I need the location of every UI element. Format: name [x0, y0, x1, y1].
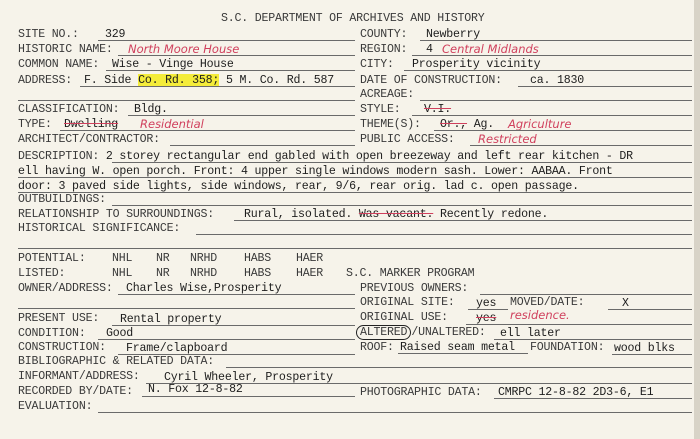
theme-handwritten: Agriculture — [508, 117, 572, 131]
recorded-value: N. Fox 12-8-82 — [148, 383, 243, 396]
photographic-value: CMRPC 12-8-82 2D3-6, E1 — [498, 386, 654, 399]
listed-habs: HABS — [244, 267, 272, 280]
photographic-rule — [494, 398, 692, 399]
card-edge — [694, 0, 700, 439]
address-rule — [80, 86, 355, 87]
altered-rule — [494, 339, 692, 340]
common-name-value: Wise - Vinge House — [112, 58, 234, 71]
county-label: COUNTY: — [360, 28, 408, 41]
date-construction-value: ca. 1830 — [530, 74, 585, 87]
relationship-value1: Rural, isolated. — [244, 208, 353, 221]
region-value: 4 — [426, 43, 433, 56]
architect-rule — [170, 145, 355, 146]
listed-nrhd: NRHD — [190, 267, 218, 280]
relationship-label: RELATIONSHIP TO SURROUNDINGS: — [18, 208, 214, 221]
public-access-rule — [470, 145, 692, 146]
section-divider — [18, 248, 692, 249]
moved-date-rule — [608, 309, 692, 310]
city-value: Prosperity vicinity — [412, 58, 541, 71]
previous-owners-rule — [480, 294, 692, 295]
address-highlight: Co. Rd. 358; — [138, 74, 220, 87]
original-use-value: yes — [476, 312, 497, 325]
description-line3: door: 3 paved side lights, side windows, rear, 9/6, rear orig. lad c. open passage. — [18, 180, 579, 193]
theme-label: THEME(S): — [360, 118, 421, 131]
type-rule — [60, 130, 355, 131]
historic-name-value: North Moore House — [128, 42, 240, 56]
description-text1: 2 storey rectangular end gabled with open breezeway and left rear kitchen - DR — [105, 150, 633, 163]
region-handwritten: Central Midlands — [442, 42, 539, 56]
potential-nrhd: NRHD — [190, 252, 218, 265]
original-site-rule — [468, 309, 508, 310]
theme-ag: Ag. — [473, 118, 495, 131]
acreage-label: ACREAGE: — [360, 88, 415, 101]
style-value: V.I. — [424, 103, 452, 116]
original-site-label: ORIGINAL SITE: — [360, 296, 455, 309]
classification-rule — [128, 115, 355, 116]
city-label: CITY: — [360, 58, 394, 71]
address-part1: F. Side — [84, 74, 132, 87]
address-part2: 5 M. Co. Rd. 587 — [225, 74, 335, 87]
public-access-handwritten: Restricted — [478, 132, 537, 146]
foundation-label: FOUNDATION: — [530, 341, 605, 354]
present-use-rule — [112, 325, 355, 326]
type-value: Dwelling — [64, 118, 119, 131]
marker-program: S.C. MARKER PROGRAM — [346, 267, 475, 280]
type-handwritten: Residential — [140, 117, 204, 131]
potential-nr: NR — [156, 252, 170, 265]
relationship-value2: Recently redone. — [440, 208, 549, 221]
description-rule2 — [18, 177, 692, 178]
altered-circled: ALTERED — [356, 325, 411, 340]
present-use-label: PRESENT USE: — [18, 312, 100, 325]
condition-rule — [98, 339, 355, 340]
potential-label: POTENTIAL: — [18, 252, 86, 265]
historic-name-rule — [118, 55, 355, 56]
recorded-label: RECORDED BY/DATE: — [18, 385, 133, 398]
common-name-rule — [106, 70, 355, 71]
site-no-value: 329 — [105, 28, 126, 41]
site-no-rule — [98, 40, 355, 41]
listed-haer: HAER — [296, 267, 324, 280]
listed-nhl: NHL — [112, 267, 133, 280]
description-label: DESCRIPTION: — [18, 150, 100, 163]
roof-label: ROOF: — [360, 341, 394, 354]
historical-significance-label: HISTORICAL SIGNIFICANCE: — [18, 222, 181, 235]
original-use-handwritten: residence. — [510, 308, 570, 322]
theme-struck: Or., — [440, 118, 468, 131]
description-rule1 — [112, 162, 692, 163]
address-label: ADDRESS: — [18, 74, 73, 87]
site-no-label: SITE NO.: — [18, 28, 79, 41]
original-use-label: ORIGINAL USE: — [360, 311, 448, 324]
outbuildings-label: OUTBUILDINGS: — [18, 193, 106, 206]
original-use-rule — [466, 324, 692, 325]
photographic-label: PHOTOGRAPHIC DATA: — [360, 386, 482, 399]
region-rule — [412, 55, 692, 56]
unaltered-text: /UNALTERED: — [411, 326, 486, 339]
architect-label: ARCHITECT/CONTRACTOR: — [18, 133, 160, 146]
foundation-value: wood blks — [614, 342, 675, 355]
style-rule — [412, 115, 692, 116]
description-line2: ell having W. open porch. Front: 4 upper single windows modern sash. Lower: AABAA. Front — [18, 165, 613, 178]
altered-value: ell later — [500, 327, 561, 340]
moved-date-label: MOVED/DATE: — [510, 296, 585, 309]
potential-habs: HABS — [244, 252, 272, 265]
evaluation-rule — [98, 412, 692, 413]
style-label: STYLE: — [360, 103, 401, 116]
description-rule3 — [18, 192, 692, 193]
date-construction-rule — [518, 86, 692, 87]
theme-rule — [434, 130, 692, 131]
listed-label: LISTED: — [18, 267, 66, 280]
bibliographic-label: BIBLIOGRAPHIC & RELATED DATA: — [18, 355, 214, 368]
type-label: TYPE: — [18, 118, 52, 131]
owner-rule2 — [18, 308, 355, 309]
owner-label: OWNER/ADDRESS: — [18, 282, 113, 295]
original-site-value: yes — [476, 297, 497, 310]
city-rule — [404, 70, 692, 71]
owner-rule — [118, 294, 355, 295]
relationship-rule — [234, 220, 692, 221]
informant-label: INFORMANT/ADDRESS: — [18, 370, 140, 383]
bibliographic-rule — [226, 367, 692, 368]
outbuildings-rule — [112, 205, 692, 206]
potential-nhl: NHL — [112, 252, 133, 265]
recorded-rule — [142, 396, 355, 397]
present-use-value: Rental property — [120, 313, 222, 326]
construction-value: Frame/clapboard — [126, 342, 228, 355]
evaluation-label: EVALUATION: — [18, 400, 93, 413]
county-value: Newberry — [426, 28, 481, 41]
separator-upper — [18, 100, 355, 101]
listed-nr: NR — [156, 267, 170, 280]
altered-label — [356, 326, 486, 339]
region-label: REGION: — [360, 43, 408, 56]
roof-value: Raised seam metal — [400, 341, 515, 354]
owner-value: Charles Wise,Prosperity — [126, 282, 282, 295]
construction-label: CONSTRUCTION: — [18, 341, 106, 354]
historical-significance-rule — [196, 234, 692, 235]
condition-label: CONDITION: — [18, 327, 86, 340]
public-access-label: PUBLIC ACCESS: — [360, 133, 455, 146]
date-construction-label: DATE OF CONSTRUCTION: — [360, 74, 502, 87]
department-header: S.C. DEPARTMENT OF ARCHIVES AND HISTORY — [221, 12, 485, 25]
previous-owners-label: PREVIOUS OWNERS: — [360, 282, 469, 295]
roof-rule — [398, 353, 528, 354]
common-name-label: COMMON NAME: — [18, 58, 100, 71]
potential-haer: HAER — [296, 252, 324, 265]
historic-name-label: HISTORIC NAME: — [18, 43, 113, 56]
classification-label: CLASSIFICATION: — [18, 103, 120, 116]
classification-value: Bldg. — [134, 103, 168, 116]
informant-value: Cyril Wheeler, Prosperity — [164, 371, 333, 384]
acreage-rule — [420, 100, 692, 101]
county-rule — [420, 40, 692, 41]
relationship-struck: Was vacant. — [358, 208, 434, 221]
foundation-rule — [612, 354, 692, 355]
moved-date-value: X — [622, 297, 629, 310]
condition-value: Good — [106, 327, 134, 340]
